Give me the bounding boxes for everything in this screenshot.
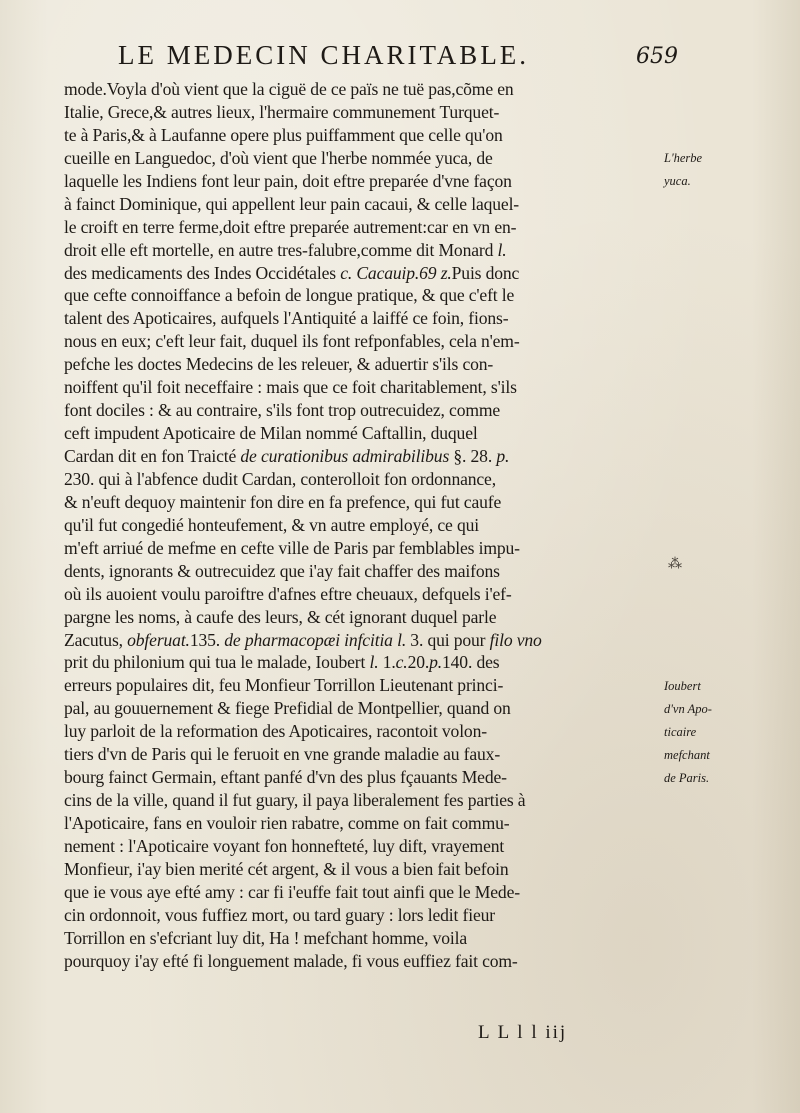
text-line <box>64 904 660 927</box>
text-run: droit elle eft mortelle, en autre tres-falubre,comme dit Monard <box>64 239 498 260</box>
text-run: erreurs populaires dit, feu Monfieur Torrillon Lieutenant princi- <box>64 675 504 696</box>
italic-run: c. Cacauip.69 z. <box>340 262 452 283</box>
body-text <box>64 78 660 973</box>
text-line <box>64 651 660 674</box>
italic-run: p. <box>429 652 443 673</box>
text-run: ceft impudent Apoticaire de Milan nommé Caftallin, duquel <box>64 423 478 444</box>
text-run: 20. <box>407 652 430 673</box>
text-run: & n'euft dequoy maintenir fon dire en fa prefence, qui fut caufe <box>64 491 502 512</box>
text-run: pargne les noms, à caufe des leurs, & cét ignorant duquel parle <box>64 606 497 627</box>
text-run: cueille en Languedoc, d'où vient que l'herbe nommée yuca, de <box>64 147 493 168</box>
text-run: pal, au gouuernement & fiege Prefidial de Montpellier, quand on <box>64 698 511 719</box>
text-run: Cardan dit en fon Traicté <box>64 446 241 466</box>
text-run: 230. qui à l'abfence dudit Cardan, conterolloit fon ordonnance, <box>64 468 496 489</box>
text-line <box>64 927 660 950</box>
text-line <box>64 353 660 376</box>
text-run: §. 28. <box>449 446 497 466</box>
text-line <box>64 468 660 491</box>
text-line <box>64 376 660 399</box>
text-run: prit du philonium qui tua le malade, Ioubert <box>64 652 370 673</box>
margin-note: de Paris. <box>664 770 710 785</box>
text-line <box>64 674 660 697</box>
text-line <box>64 881 660 904</box>
text-run: que cefte connoiffance a befoin de longue pratique, & que c'eft le <box>64 285 515 306</box>
text-line <box>64 697 660 720</box>
italic-run: de curationibus admirabilibus <box>240 446 450 466</box>
text-line <box>64 170 660 193</box>
text-line <box>64 835 660 858</box>
text-line <box>64 101 660 124</box>
text-run: 140. des <box>442 652 500 673</box>
text-run: laquelle les Indiens font leur pain, doit eftre preparée d'vne façon <box>64 170 512 191</box>
text-run: des medicaments des Indes Occidétales <box>64 262 341 283</box>
italic-run: filo vno <box>489 629 542 650</box>
text-run: bourg fainct Germain, eftant panfé d'vn des plus fçauants Mede- <box>64 767 507 788</box>
text-line <box>64 307 660 330</box>
text-run: 135. <box>189 629 225 650</box>
running-head: LE MEDECIN CHARITABLE. <box>118 40 530 70</box>
text-line <box>64 514 660 537</box>
text-run: que ie vous aye efté amy : car fi i'euffe fait tout ainfi que le Mede- <box>64 881 520 902</box>
text-run: luy parloit de la reformation des Apoticaires, racontoit volon- <box>64 721 487 742</box>
text-line <box>64 858 660 881</box>
text-run: Monfieur, i'ay bien merité cét argent, & il vous a bien fait befoin <box>64 858 509 879</box>
margin-note: yuca. <box>664 173 691 188</box>
text-run: pefche les doctes Medecins de les releuer, & aduertir s'ils con- <box>64 354 494 375</box>
text-line <box>64 445 660 468</box>
text-run: le croift en terre ferme,doit eftre preparée autrement:car en vn en- <box>64 216 517 237</box>
text-line <box>64 560 660 583</box>
text-run: Torrillon en s'efcriant luy dit, Ha ! mefchant homme, voila <box>64 927 467 948</box>
text-run: 1. <box>378 652 396 673</box>
text-run: te à Paris,& à Laufanne opere plus puiffamment que celle qu'on <box>64 124 503 145</box>
text-run: tiers d'vn de Paris qui le feruoit en vne grande maladie au faux- <box>64 744 501 765</box>
page-number: 659 <box>636 44 678 69</box>
text-run: mode.Voyla d'où vient que la ciguë de ce païs ne tuë pas,cõme en <box>64 79 514 99</box>
text-run: l'Apoticaire, fans en vouloir rien rabatre, comme on fait commu- <box>64 813 510 833</box>
text-line <box>64 743 660 766</box>
text-line <box>64 422 660 445</box>
text-run: Puis donc <box>451 262 520 283</box>
text-run: qu'il fut congedié honteufement, & vn autre employé, ce qui <box>64 514 479 535</box>
text-run: 3. qui pour <box>406 629 490 650</box>
text-run: Italie, Grece,& autres lieux, l'hermaire communement Turquet- <box>64 101 500 122</box>
text-run: nous en eux; c'eft leur fait, duquel ils font refponfables, cela n'em- <box>64 331 520 352</box>
text-line <box>64 239 660 262</box>
italic-run: l. <box>497 239 507 260</box>
text-line <box>64 262 660 285</box>
text-run: talent des Apoticaires, aufquels l'Antiquité a laiffé ce foin, fions- <box>64 308 509 329</box>
text-line <box>64 216 660 239</box>
margin-note: mefchant <box>664 747 710 762</box>
margin-note: L'herbe <box>664 150 703 165</box>
text-line <box>64 78 660 101</box>
text-line <box>64 491 660 514</box>
text-run: m'eft arriué de mefme en cefte ville de Paris par femblables impu- <box>64 537 520 558</box>
italic-run: l. <box>369 652 379 673</box>
text-run: cins de la ville, quand il fut guary, il paya liberalement fes parties à <box>64 790 526 811</box>
text-line <box>64 720 660 743</box>
text-line <box>64 399 660 422</box>
text-line <box>64 124 660 147</box>
text-line <box>64 812 660 835</box>
italic-run: c. <box>395 652 408 673</box>
text-run: pourquoy i'ay efté fi longuement malade, fi vous euffiez fait com- <box>64 950 518 971</box>
text-line <box>64 193 660 216</box>
text-run: Zacutus, <box>64 629 128 650</box>
margin-note: ticaire <box>664 724 697 739</box>
text-run: où ils auoient voulu paroiftre d'afnes eftre cheuaux, defquels i'ef- <box>64 583 512 604</box>
text-line <box>64 789 660 812</box>
text-line <box>64 330 660 353</box>
italic-run: obferuat. <box>127 629 190 650</box>
text-run: noiffent qu'il foit neceffaire : mais que ce foit charitablement, s'ils <box>64 377 517 398</box>
text-line <box>64 284 660 307</box>
text-line <box>64 606 660 629</box>
text-run: à fainct Dominique, qui appellent leur pain cacaui, & celle laquel- <box>64 193 520 214</box>
margin-note: d'vn Apo- <box>664 701 712 716</box>
text-run: nement : l'Apoticaire voyant fon honnefteté, luy dift, vrayement <box>64 835 505 856</box>
text-run: font dociles : & au contraire, s'ils font trop outrecuidez, comme <box>64 400 501 421</box>
text-line <box>64 147 660 170</box>
italic-run: p. <box>496 446 510 466</box>
text-line <box>64 537 660 560</box>
signature-mark: L L l l iij <box>478 1022 568 1043</box>
margin-note: Ioubert <box>664 678 701 693</box>
text-run: dents, ignorants & outrecuidez que i'ay fait chaffer des maifons <box>64 560 500 581</box>
italic-run: de pharmacopæi infcitia l. <box>224 629 407 650</box>
ink-blot-icon: ⁂ <box>668 556 682 572</box>
text-line <box>64 629 660 652</box>
text-line <box>64 950 660 973</box>
page-header <box>118 40 678 74</box>
text-line <box>64 766 660 789</box>
text-run: cin ordonnoit, vous fuffiez mort, ou tard guary : lors ledit fieur <box>64 904 495 925</box>
text-line <box>64 583 660 606</box>
